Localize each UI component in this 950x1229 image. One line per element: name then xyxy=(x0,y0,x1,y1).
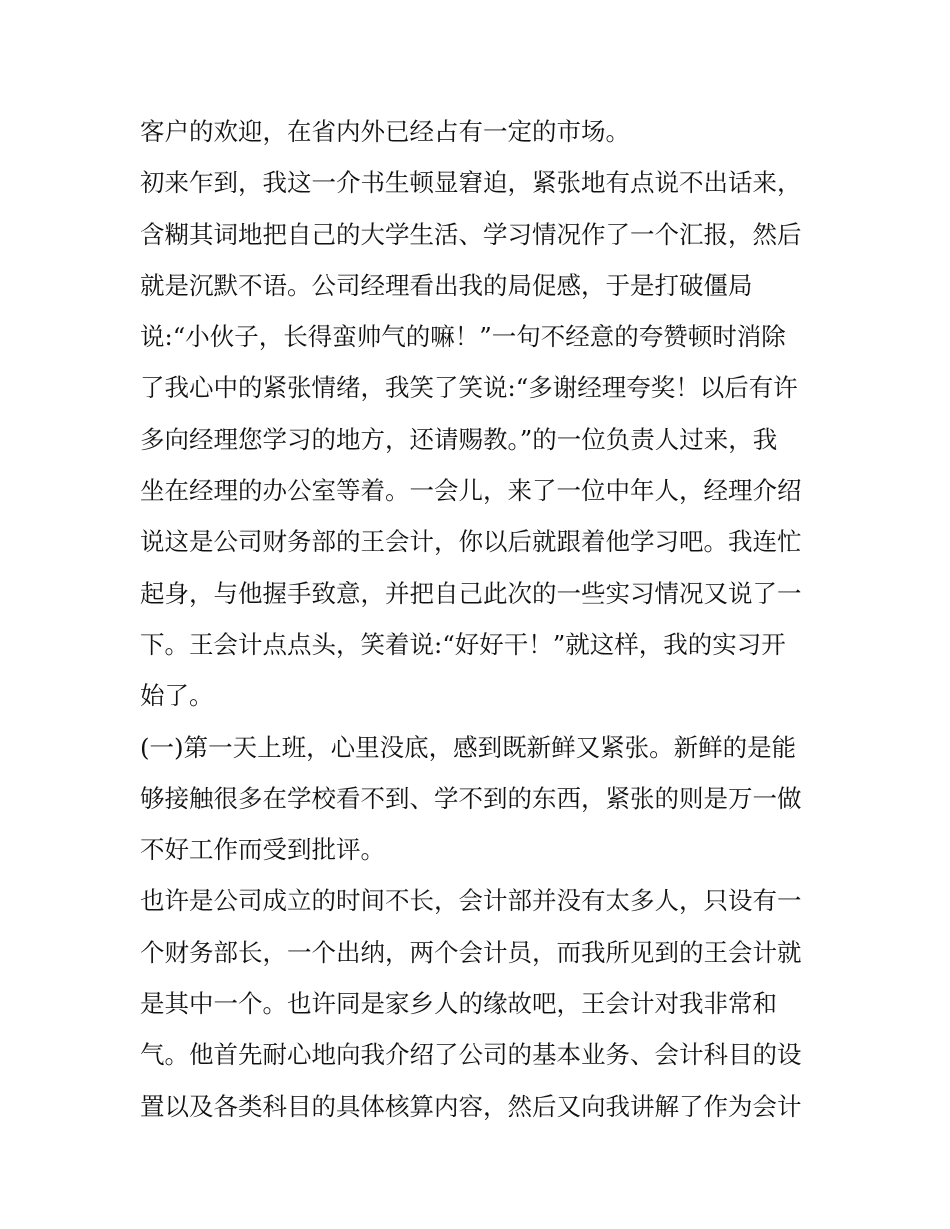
text-line: 初来乍到，我这一介书生顿显窘迫，紧张地有点说不出话来， xyxy=(140,168,802,198)
text-line: 含糊其词地把自己的大学生活、学习情况作了一个汇报，然后 xyxy=(140,219,802,249)
text-line: 多向经理您学习的地方，还请赐教。”的一位负责人过来，我 xyxy=(140,424,778,454)
text-line: 说这是公司财务部的王会计，你以后就跟着他学习吧。我连忙 xyxy=(140,527,802,557)
text-line: 客户的欢迎，在省内外已经占有一定的市场。 xyxy=(140,117,630,146)
text-line: 也许是公司成立的时间不长，会计部并没有太多人，只设有一 xyxy=(140,886,802,916)
text-line: 够接触很多在学校看不到、学不到的东西，紧张的则是万一做 xyxy=(140,783,802,813)
text-line: 置以及各类科目的具体核算内容，然后又向我讲解了作为会计 xyxy=(140,1091,802,1121)
text-line: 了我心中的紧张情绪，我笑了笑说:“多谢经理夸奖！以后有许 xyxy=(140,373,798,403)
text-line: 不好工作而受到批评。 xyxy=(140,835,385,865)
document-body xyxy=(140,106,820,1132)
text-line: (一)第一天上班，心里没底，感到既新鲜又紧张。新鲜的是能 xyxy=(140,732,797,762)
text-line: 是其中一个。也许同是家乡人的缘故吧，王会计对我非常和 xyxy=(140,989,777,1019)
text-line: 下。王会计点点头，笑着说:“好好干！”就这样，我的实习开 xyxy=(140,629,786,659)
text-line: 个财务部长，一个出纳，两个会计员，而我所见到的王会计就 xyxy=(140,937,802,967)
text-line: 就是沉默不语。公司经理看出我的局促感，于是打破僵局 xyxy=(140,270,753,300)
text-line: 起身，与他握手致意，并把自己此次的一些实习情况又说了一 xyxy=(140,578,802,608)
text-line: 坐在经理的办公室等着。一会儿，来了一位中年人，经理介绍 xyxy=(140,476,802,506)
text-line: 说:“小伙子，长得蛮帅气的嘛！”一句不经意的夸赞顿时消除 xyxy=(140,322,786,352)
text-line: 气。他首先耐心地向我介绍了公司的基本业务、会计科目的设 xyxy=(140,1040,802,1070)
text-line: 始了。 xyxy=(140,681,214,711)
